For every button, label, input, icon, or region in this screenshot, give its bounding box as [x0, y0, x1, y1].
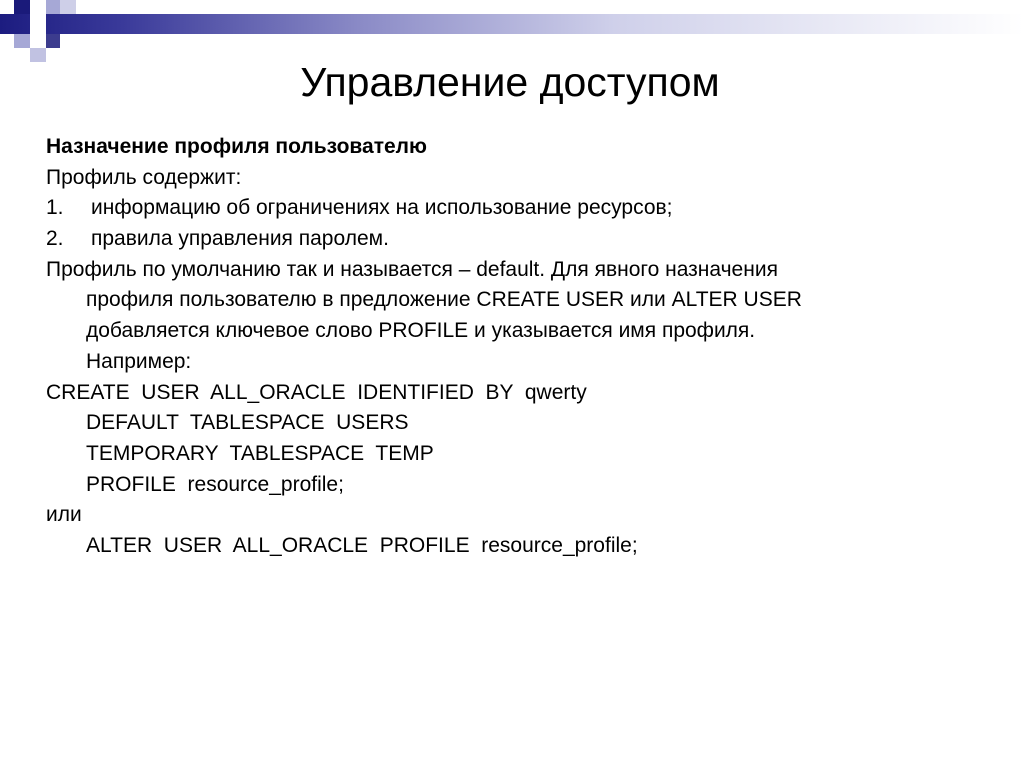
- decor-square-light-2: [60, 0, 76, 14]
- or-separator: или: [46, 503, 82, 527]
- list-item: [46, 193, 986, 224]
- decor-square-light-1: [46, 0, 60, 14]
- list-item: [46, 224, 986, 255]
- list-item-number: 2.: [46, 227, 64, 251]
- header-gradient-bar: [0, 14, 1024, 34]
- code-line: ALTER USER ALL_ORACLE PROFILE resource_profile;: [86, 533, 638, 557]
- code-line: TEMPORARY TABLESPACE TEMP: [86, 441, 434, 465]
- list-item-text: правила управления паролем.: [91, 227, 389, 251]
- decor-square-white-1: [30, 14, 46, 34]
- list-item-text: информацию об ограничениях на использование ресурсов;: [91, 196, 673, 220]
- list-item-number: 1.: [46, 196, 64, 220]
- decor-square-light-4: [30, 48, 46, 62]
- code-line: DEFAULT TABLESPACE USERS: [86, 411, 409, 435]
- decor-square-light-3: [14, 34, 30, 48]
- decor-square-dark-2: [46, 34, 60, 48]
- intro-text: Профиль содержит:: [46, 165, 242, 189]
- paragraph-line: Профиль по умолчанию так и называется – default. Для явного назначения: [46, 257, 778, 281]
- code-line: CREATE USER ALL_ORACLE IDENTIFIED BY qwerty: [46, 380, 587, 404]
- paragraph-line: профиля пользователю в предложение CREATE USER или ALTER USER: [86, 288, 802, 312]
- slide-body: [46, 132, 986, 562]
- section-heading: Назначение профиля пользователю: [46, 135, 427, 158]
- paragraph-line: Например:: [86, 349, 192, 373]
- code-line: PROFILE resource_profile;: [86, 472, 344, 496]
- paragraph-line: добавляется ключевое слово PROFILE и указывается имя профиля.: [86, 319, 756, 343]
- slide-title: Управление доступом: [300, 59, 720, 105]
- decor-square-dark-1: [14, 0, 30, 14]
